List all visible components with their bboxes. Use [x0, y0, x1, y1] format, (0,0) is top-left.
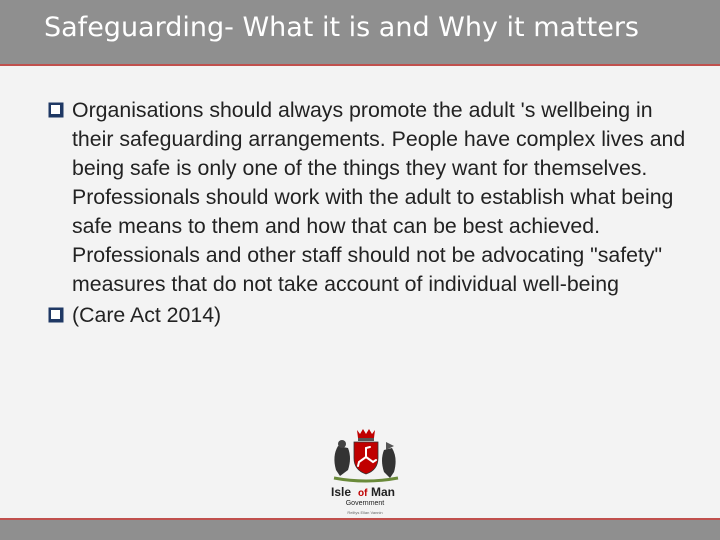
bullet-item: [48, 301, 688, 330]
bullet-item: [48, 96, 688, 299]
logo-text-man: Man: [371, 485, 395, 499]
logo-text-isle: Isle: [331, 485, 352, 499]
bullet-text: Organisations should always promote the adult 's wellbeing in their safeguarding arrangements. People have complex lives and being safe is only one of the things they want for themselves. Professionals should work with the adult to establish what being safe means to them and how that can be best achieved. Professionals and other staff should not be advocating "safety" measures that do not take account of individual well-being: [72, 98, 686, 296]
logo-text-of: of: [358, 488, 368, 499]
logo-tagline: Reiltys Ellan Vannin: [347, 510, 383, 515]
q-box-bullet-icon: [48, 307, 64, 323]
logo-text-government: Government: [345, 500, 385, 507]
q-box-bullet-icon: [48, 102, 64, 118]
slide-title: Safeguarding- What it is and Why it matters: [44, 12, 640, 43]
slide-footer: [0, 520, 720, 540]
slide-content: [48, 96, 688, 330]
isle-of-man-government-crest: [326, 426, 404, 516]
bullet-text: (Care Act 2014): [72, 303, 222, 327]
header-divider: [0, 64, 720, 66]
slide-header: [0, 0, 720, 64]
